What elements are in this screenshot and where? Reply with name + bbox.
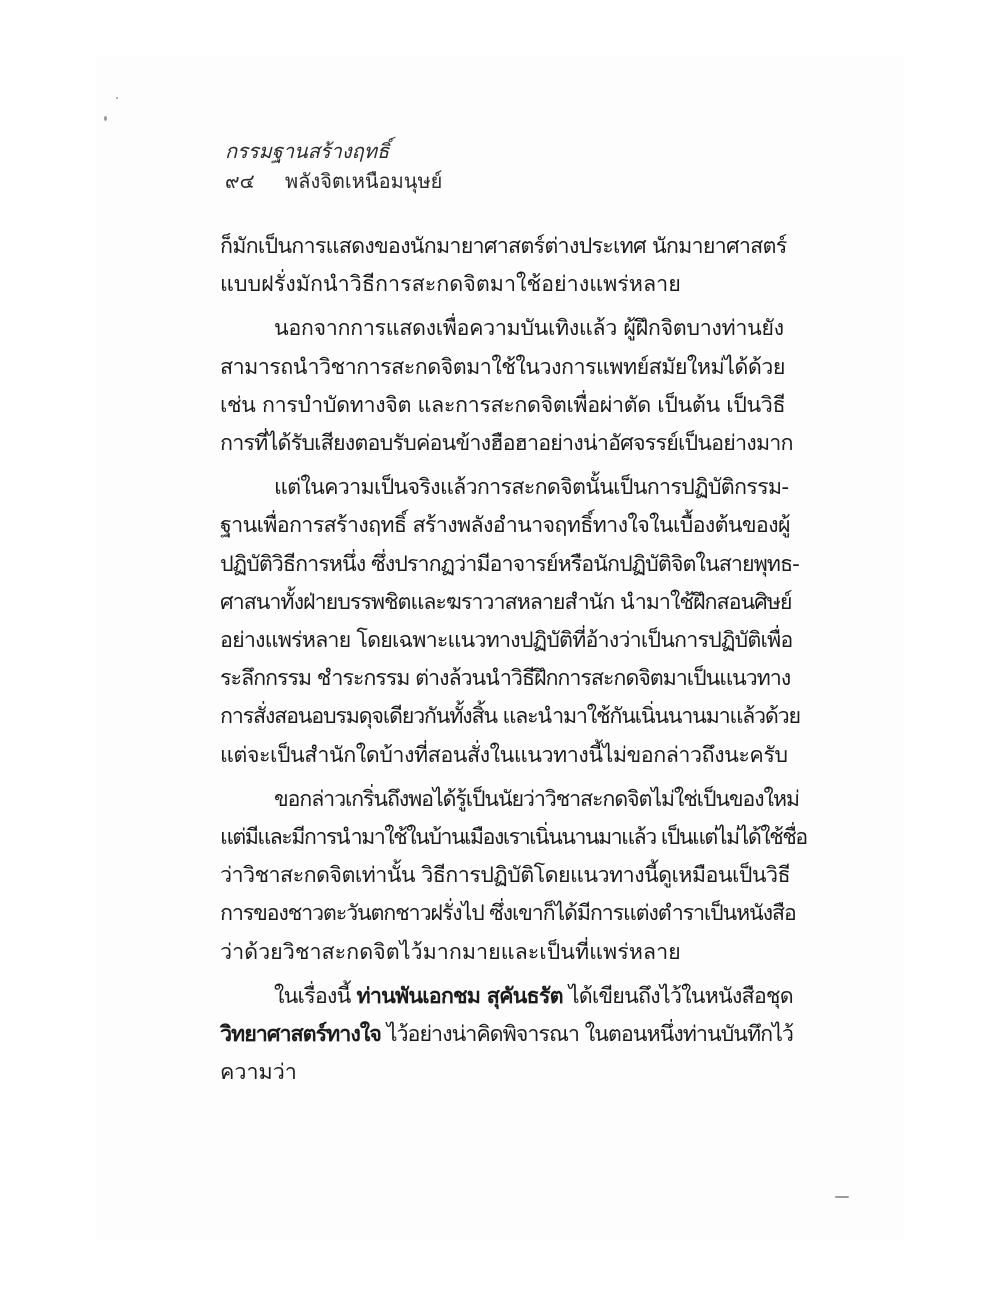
bold-text: วิทยาศาสตร์ทางใจ xyxy=(220,1022,381,1048)
text-line xyxy=(220,584,792,622)
text-line xyxy=(220,622,793,660)
paragraph xyxy=(220,228,787,304)
text-line xyxy=(220,737,788,775)
text-line xyxy=(220,781,799,819)
paragraph xyxy=(220,310,793,463)
text-line xyxy=(220,819,807,857)
text-segment: เช่น การบำบัดทางจิต และการสะกดจิตเพื่อผ่าตัด เป็นต้น เป็นวิธี xyxy=(220,392,786,418)
bold-text: ท่านพันเอกชม สุคันธรัต xyxy=(356,983,563,1009)
text-segment: นอกจากการแสดงเพื่อความบันเทิงแล้ว ผู้ฝึกจิตบางท่านยัง xyxy=(274,316,784,342)
text-line xyxy=(220,310,784,348)
scan-speck xyxy=(116,97,118,99)
text-line xyxy=(220,349,785,387)
text-line xyxy=(220,228,787,266)
text-line xyxy=(220,698,800,736)
text-segment: แต่ในความเป็นจริงแล้วการสะกดจิตนั้นเป็นการปฏิบัติกรรม- xyxy=(274,475,789,501)
text-line xyxy=(220,895,796,933)
body-text xyxy=(220,228,807,1092)
text-segment: ว่าด้วยวิชาสะกดจิตไว้มากมายและเป็นที่แพร่หลาย xyxy=(220,939,681,965)
header-page-line xyxy=(225,166,442,196)
paragraph xyxy=(220,978,793,1093)
text-line xyxy=(220,660,791,698)
text-segment: ไว้อย่างน่าคิดพิจารณา ในตอนหนึ่งท่านบันทึกไว้ xyxy=(380,1022,793,1048)
text-segment: แต่มีและมีการนำมาใช้ในบ้านเมืองเราเนิ่นนานมาแล้ว เป็นแต่ไม่ได้ใช้ชื่อ xyxy=(220,825,807,851)
text-segment: ฐานเพื่อการสร้างฤทธิ์ สร้างพลังอำนาจฤทธิ์ทางใจในเบื้องต้นของผู้ xyxy=(220,513,790,539)
text-segment: ว่าวิชาสะกดจิตเท่านั้น วิธีการปฏิบัติโดยแนวทางนี้ดูเหมือนเป็นวิธี xyxy=(220,863,791,889)
text-segment: ได้เขียนถึงไว้ในหนังสือชุด xyxy=(562,983,793,1009)
text-line xyxy=(220,507,790,545)
text-line xyxy=(220,1016,793,1054)
text-line xyxy=(220,425,793,463)
text-line xyxy=(220,387,786,425)
scan-speck xyxy=(835,1196,849,1198)
text-segment: ก็มักเป็นการแสดงของนักมายาศาสตร์ต่างประเทศ นักมายาศาสตร์ xyxy=(220,234,787,259)
text-segment: ระลึกกรรม ชำระกรรม ต่างล้วนนำวิธีฝึกการสะกดจิตมาเป็นแนวทาง xyxy=(220,666,791,692)
paragraph xyxy=(220,781,807,972)
text-segment: การสั่งสอนอบรมดุจเดียวกันทั้งสิ้น และนำมาใช้กันเนิ่นนานมาแล้วด้วย xyxy=(220,704,800,730)
text-segment: ขอกล่าวเกริ่นถึงพอได้รู้เป็นนัยว่าวิชาสะกดจิตไม่ใช่เป็นของใหม่ xyxy=(274,786,799,812)
chapter-title: พลังจิตเหนือมนุษย์ xyxy=(285,169,443,193)
text-segment: ปฏิบัติวิธีการหนึ่ง ซึ่งปรากฏว่ามีอาจารย์หรือนักปฏิบัติจิตในสายพุทธ- xyxy=(220,551,799,577)
text-segment: สามารถนำวิชาการสะกดจิตมาใช้ในวงการแพทย์สมัยใหม่ได้ด้วย xyxy=(220,354,785,380)
text-line xyxy=(220,857,791,895)
text-segment: ในเรื่องนี้ xyxy=(274,983,357,1009)
running-header xyxy=(225,136,442,196)
page-number: ๙๔ xyxy=(225,169,255,193)
text-segment: อย่างแพร่หลาย โดยเฉพาะแนวทางปฏิบัติที่อ้างว่าเป็นการปฏิบัติเพื่อ xyxy=(220,628,793,654)
text-segment: การของชาวตะวันตกชาวฝรั่งไป ซึ่งเขาก็ได้มีการแต่งตำราเป็นหนังสือ xyxy=(220,901,796,927)
book-title: กรรมฐานสร้างฤทธิ์ xyxy=(225,139,390,163)
text-line xyxy=(220,469,789,507)
text-line xyxy=(220,1054,780,1092)
text-line xyxy=(220,934,780,972)
paragraph xyxy=(220,469,800,775)
text-segment: ความว่า xyxy=(220,1060,297,1086)
text-line xyxy=(220,978,793,1016)
text-segment: ศาสนาทั้งฝ่ายบรรพชิตและฆราวาสหลายสำนัก นำมาใช้ฝึกสอนศิษย์ xyxy=(220,589,792,615)
scan-speck xyxy=(104,116,107,121)
text-line xyxy=(220,546,799,584)
text-segment: แบบฝรั่งมักนำวิธีการสะกดจิตมาใช้อย่างแพร่หลาย xyxy=(220,272,681,298)
text-segment: การที่ได้รับเสียงตอบรับค่อนข้างฮือฮาอย่างน่าอัศจรรย์เป็นอย่างมาก xyxy=(220,431,793,457)
text-segment: แต่จะเป็นสำนักใดบ้างที่สอนสั่งในแนวทางนี้ไม่ขอกล่าวถึงนะครับ xyxy=(220,742,788,768)
text-line xyxy=(220,266,780,304)
